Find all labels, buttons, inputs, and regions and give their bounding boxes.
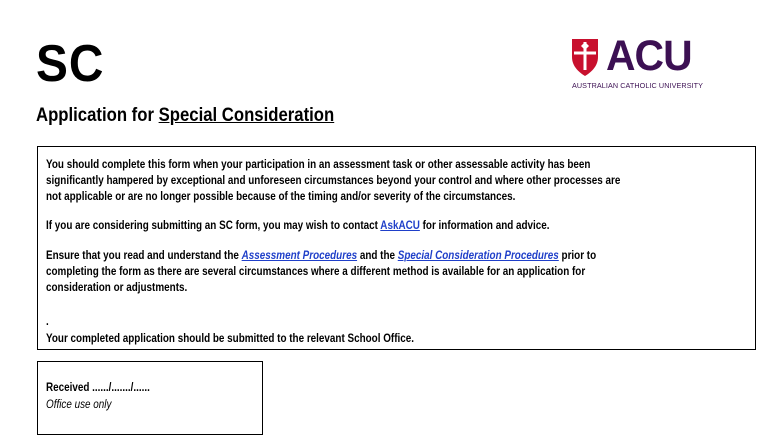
special-consideration-procedures-link[interactable]: Special Consideration Procedures — [397, 250, 559, 262]
info-p3-mid: and the — [357, 250, 398, 262]
info-p1-line1: You should complete this form when your participation in an assessment task or other assessable activity has been — [46, 159, 591, 171]
received-box — [37, 361, 263, 435]
assessment-procedures-link[interactable]: Assessment Procedures — [241, 250, 358, 262]
askacu-link[interactable]: AskACU — [380, 220, 420, 232]
title-underlined: Special Consideration — [158, 105, 335, 126]
info-p3-line2: completing the form as there are several circumstances where a different method is available for an application for — [46, 266, 586, 278]
logo-subtitle: AUSTRALIAN CATHOLIC UNIVERSITY — [572, 81, 704, 90]
info-p2-text-end: for information and advice. — [419, 220, 550, 232]
form-title — [36, 105, 334, 127]
info-p3-line1 — [46, 248, 596, 264]
info-p1-line2: significantly hampered by exceptional and unforeseen circumstances beyond your control and where other processes are — [46, 175, 621, 187]
office-use-note: Office use only — [46, 399, 112, 411]
form-code: SC — [36, 35, 105, 93]
title-prefix: Application for — [36, 105, 159, 126]
info-p3-end: prior to — [558, 250, 597, 262]
info-p1-line3: not applicable or are no longer possible because of the timing and/or severity of the circumstances. — [46, 191, 516, 203]
info-p4: Your completed application should be submitted to the relevant School Office. — [46, 333, 414, 345]
info-box — [37, 146, 756, 350]
acu-logo — [570, 34, 720, 94]
logo-wordmark: ACU — [606, 32, 692, 80]
info-p2-text: If you are considering submitting an SC form, you may wish to contact — [46, 220, 381, 232]
info-p2 — [46, 218, 550, 234]
info-dot: . — [46, 316, 49, 328]
info-p3-line3: consideration or adjustments. — [46, 282, 188, 294]
received-label: Received ....../......./...... — [46, 382, 150, 394]
shield-icon — [570, 37, 600, 77]
info-p3-text: Ensure that you read and understand the — [46, 250, 242, 262]
